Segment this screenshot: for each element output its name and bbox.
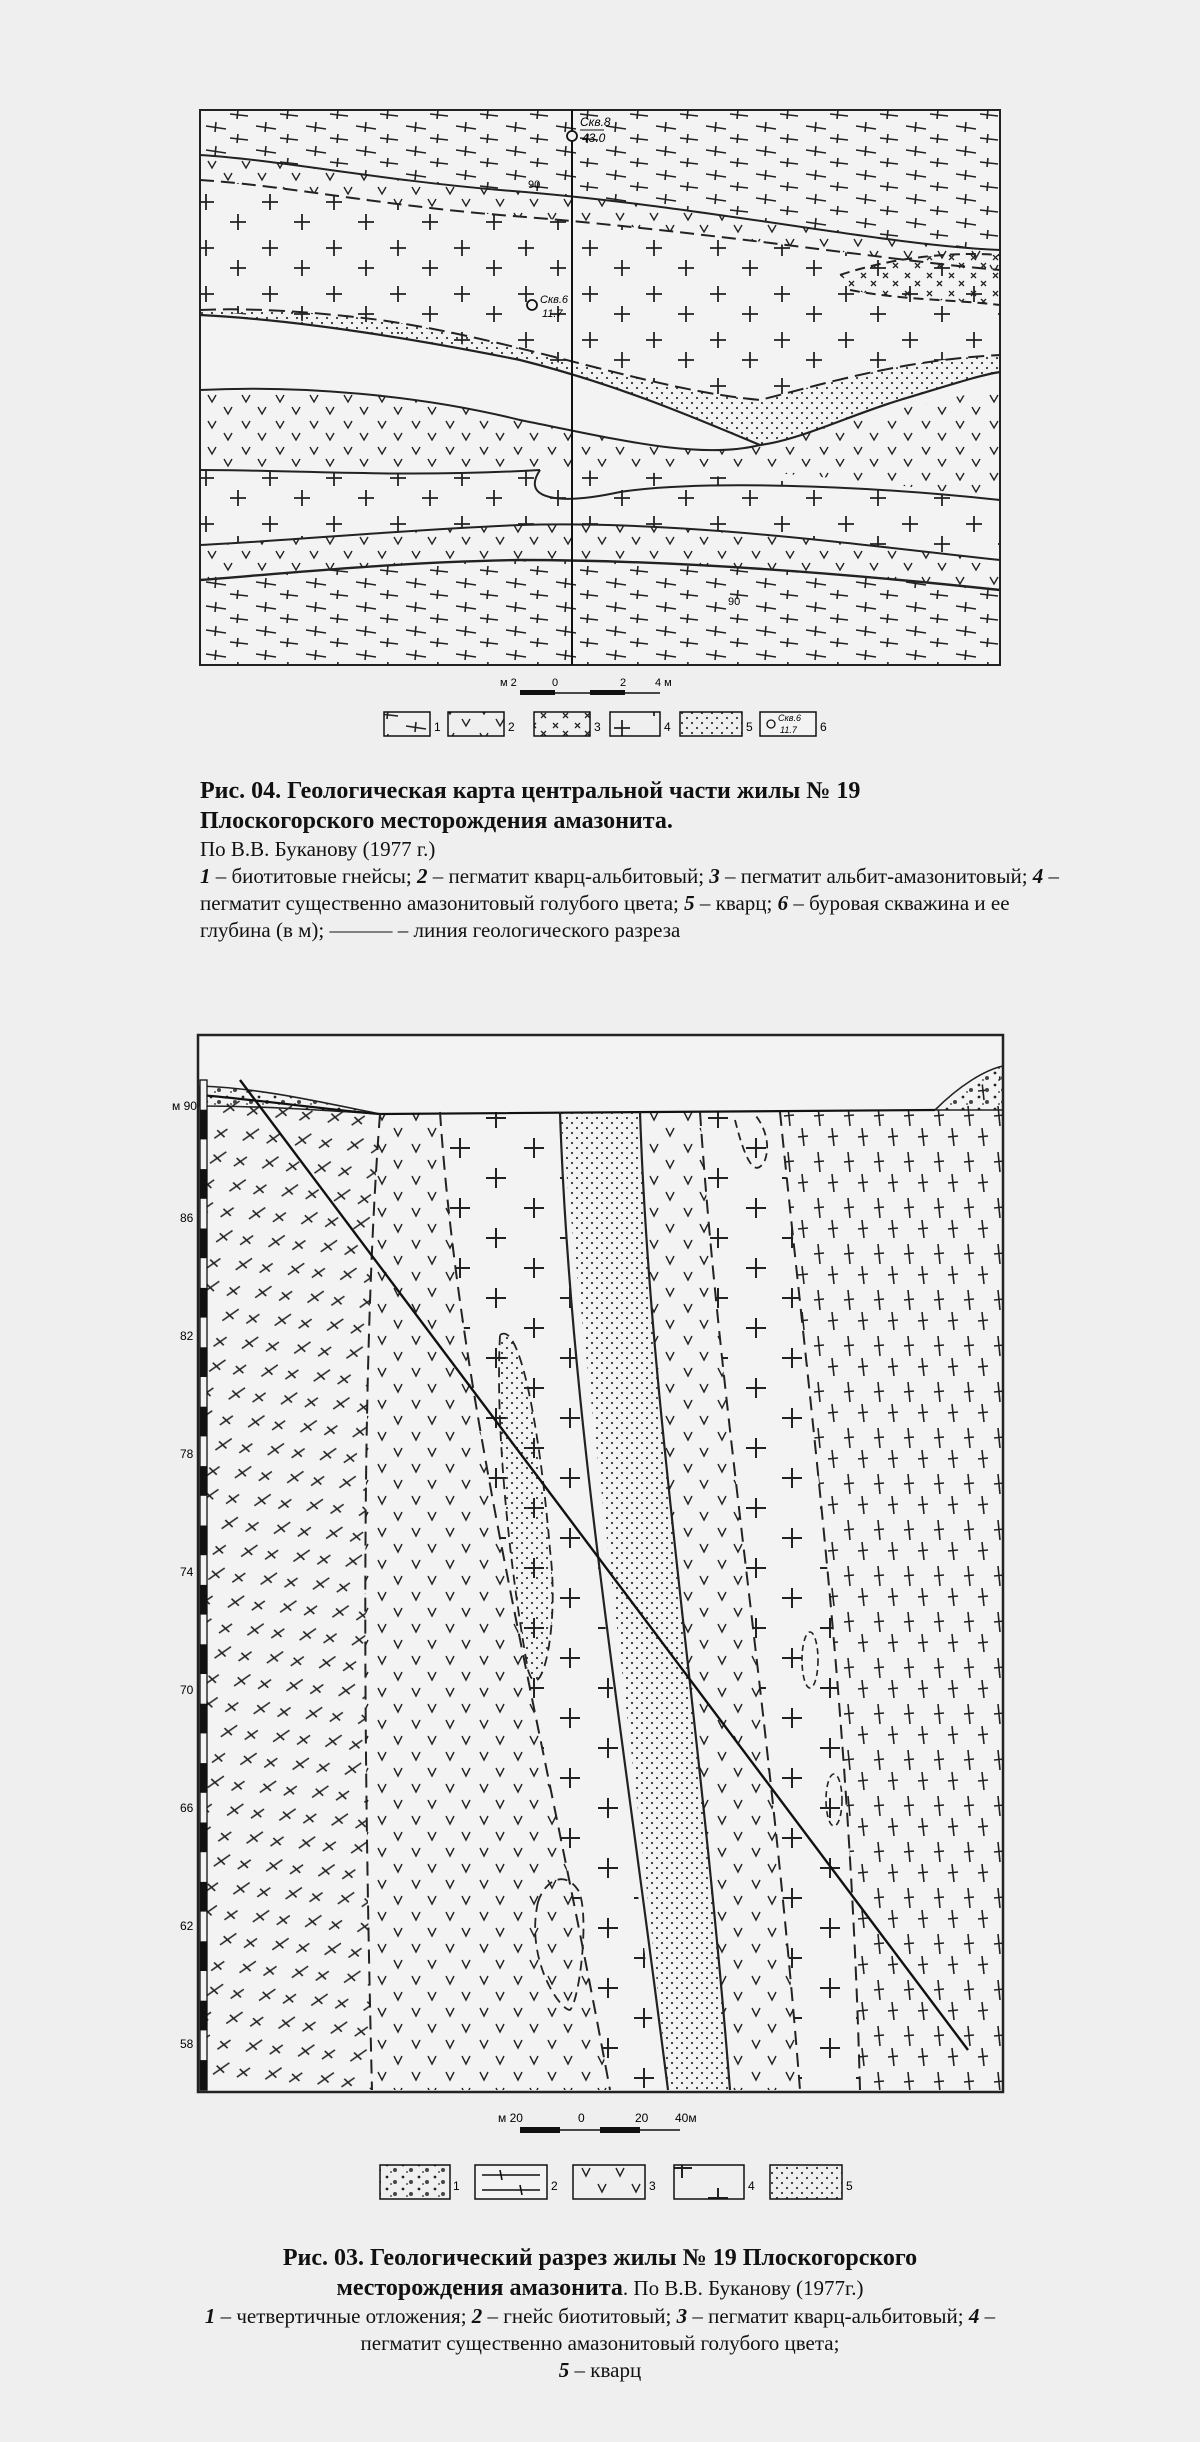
gneiss-left [200,1095,380,2090]
well-top-marker [567,131,577,141]
depth-axis-segment [200,1229,207,1259]
svg-text:1: 1 [453,2179,460,2193]
svg-text:1: 1 [434,720,441,734]
depth-axis-segment [200,1763,207,1793]
svg-text:м 20: м 20 [498,2111,523,2125]
svg-text:м 2: м 2 [500,677,517,689]
map-caption-author: По В.В. Буканову (1977 г.) [200,837,436,861]
map-legend [384,712,827,736]
depth-tick: 86 [180,1211,194,1225]
svg-text:20: 20 [635,2111,649,2125]
section-legend [380,2165,853,2199]
depth-tick: 78 [180,1447,194,1461]
svg-text:4 м: 4 м [655,677,672,689]
svg-text:5: 5 [846,2179,853,2193]
well-mid-label: Скв.6 [540,294,569,306]
svg-text:4: 4 [664,720,671,734]
depth-axis-segment [200,1288,207,1318]
map-caption [200,776,1060,944]
depth-axis-segment [200,1644,207,1674]
depth-axis-segment [200,1823,207,1853]
svg-text:4: 4 [748,2179,755,2193]
depth-tick: 74 [180,1565,194,1579]
depth-tick: 58 [180,2037,194,2051]
dip-label-bottom: 90 [728,596,741,608]
depth-axis-segment [200,1110,207,1140]
depth-axis-segment [200,1466,207,1496]
depth-axis-segment [200,2060,207,2090]
svg-text:40м: 40м [675,2111,697,2125]
dip-label-top: 90 [528,179,541,191]
section-caption-title-2: месторождения амазонита [336,2275,623,2301]
well-mid-marker [527,300,537,310]
well-mid-depth: 11.7 [542,308,563,320]
svg-text:6: 6 [820,720,827,734]
depth-axis-segment [200,1941,207,1971]
section-caption [190,2243,1010,2384]
svg-text:5: 5 [746,720,753,734]
svg-text:11.7: 11.7 [780,725,797,735]
well-top-depth: 43.0 [582,131,606,145]
section-caption-legend-text: 1 – четвертичные отложения; 2 – гнейс биотитовый; 3 – пегматит кварц-альбитовый; 4 – пегматит существенно амазонитовый голубого цвета; 5 – кварц [204,2304,996,2382]
depth-axis-segment [200,1882,207,1912]
section-scale-bar [498,2111,697,2133]
depth-axis-segment [200,1585,207,1615]
depth-unit-label: м 90 [172,1099,197,1113]
depth-axis-segment [200,1169,207,1199]
map-scale-bar [500,677,672,695]
svg-text:2: 2 [551,2179,558,2193]
depth-axis-segment [200,1347,207,1377]
svg-text:2: 2 [620,677,627,689]
svg-text:0: 0 [578,2111,585,2125]
svg-text:Скв.6: Скв.6 [778,713,801,723]
svg-text:3: 3 [594,720,601,734]
map-caption-title-2: Плоскогорского месторождения амазонита. [200,808,673,834]
geological-section-figure [0,1010,1200,2210]
section-caption-title-1: Рис. 03. Геологический разрез жилы № 19 Плоскогорского [282,2245,918,2271]
well-top-label: Скв.8 [580,115,611,129]
depth-axis [172,1080,207,2090]
depth-tick: 70 [180,1683,194,1697]
svg-text:2: 2 [508,720,515,734]
depth-axis-segment [200,1704,207,1734]
section-caption-author: . По В.В. Буканову (1977г.) [622,2276,864,2300]
depth-tick: 82 [180,1329,194,1343]
map-caption-title-1: Рис. 04. Геологическая карта центральной части жилы № 19 [200,778,861,804]
depth-axis-segment [200,1526,207,1556]
svg-text:0: 0 [552,677,559,689]
depth-axis-segment [200,1407,207,1437]
map-caption-legend-text: 1 – биотитовые гнейсы; 2 – пегматит кварц-альбитовый; 3 – пегматит альбит-амазонитовый; 4 – пегматит существенно амазонитовый голубого цвета; 5 – кварц; 6 – буровая скважина и ее глубина (в м); ——— – линия геологического разреза [200,864,1060,942]
depth-tick: 66 [180,1801,194,1815]
depth-axis-segment [200,2001,207,2031]
depth-tick: 62 [180,1919,194,1933]
geological-map-figure [0,0,1200,760]
svg-text:3: 3 [649,2179,656,2193]
